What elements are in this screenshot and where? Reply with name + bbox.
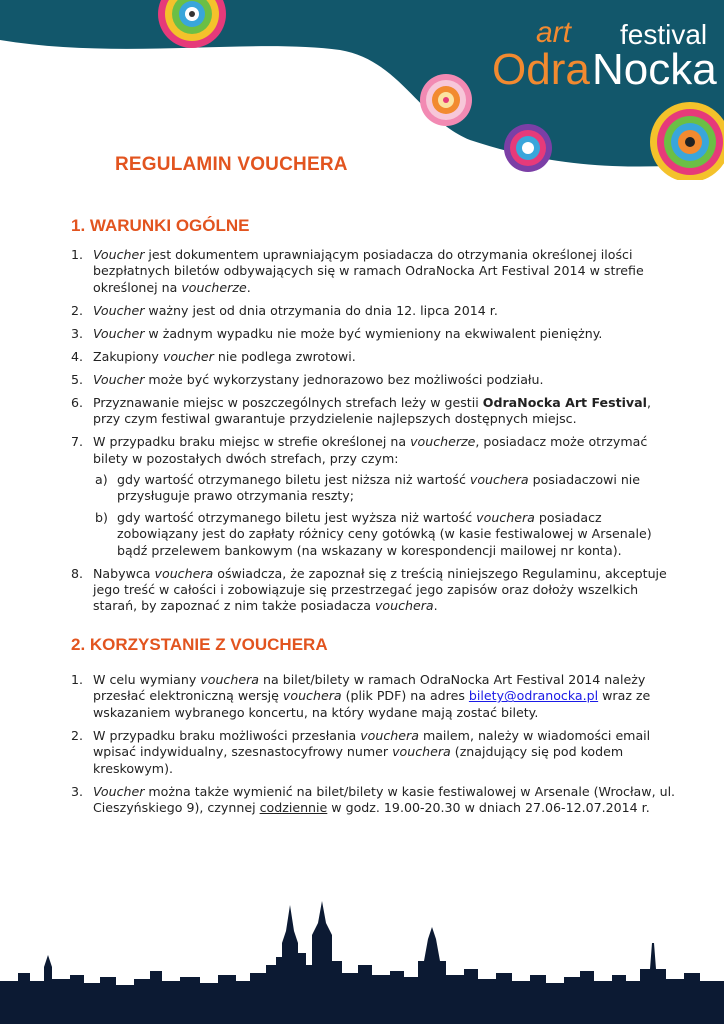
logo-word-nocka: Nocka <box>592 45 717 94</box>
item-number: 1. <box>71 672 84 687</box>
header-banner <box>0 0 724 180</box>
section-2-list <box>71 672 681 823</box>
section-2-title: 2. KORZYSTANIE Z VOUCHERA <box>71 635 328 654</box>
logo-word-festival: festival <box>620 19 708 50</box>
section-1-list <box>71 247 681 621</box>
skyline-silhouette <box>0 901 724 1024</box>
sub-list-item: b) gdy wartość otrzymanego biletu jest wyższa niż wartość vouchera posiadacz zobowiązany jest do zapłaty różnicy ceny gotówką (w kasie festiwalowej w Arsenale) bądź przelewem bankowym (na wskazany w korespondencji mailowej nr konta). <box>95 509 652 558</box>
item-number: 5. <box>71 371 84 387</box>
list-item: 1. Voucher jest dokumentem uprawniającym posiadacza do otrzymania określonej ilości bezpłatnych biletów odbywających się w ramach OdraNocka Art Festival 2014 w strefie określonej na voucherze. <box>71 247 644 295</box>
item-number: 2. <box>71 727 84 743</box>
list-item: 5. Voucher może być wykorzystany jednorazowo bez możliwości podziału. <box>71 371 544 387</box>
item-number: 7. <box>71 434 84 450</box>
logo-word-odra: Odra <box>492 45 590 94</box>
list-item: 8. Nabywca vouchera oświadcza, że zapoznał się z treścią niniejszego Regulaminu, akceptuje jego treść w całości i zobowiązuje się przestrzegać jego zapisów oraz dołoży wszelkich starań, by zapoznać z nim także posiadacza vouchera. <box>71 565 667 614</box>
list-item: 2. Voucher ważny jest od dnia otrzymania do dnia 12. lipca 2014 r. <box>71 302 498 318</box>
email-link[interactable]: bilety@odranocka.pl <box>468 688 599 704</box>
colorful-circle-icon <box>420 74 472 126</box>
colorful-circle-icon <box>504 124 552 172</box>
sub-list <box>95 472 681 559</box>
item-number: 2. <box>71 302 84 318</box>
item-number: 3. <box>71 783 84 799</box>
document-title: REGULAMIN VOUCHERA <box>115 154 348 175</box>
item-number: 8. <box>71 565 84 581</box>
list-item: 6. Przyznawanie miejsc w poszczególnych strefach leży w gestii OdraNocka Art Festival, przy czym festiwal gwarantuje przydzielenie najlepszych dostępnych miejsc. <box>71 394 651 427</box>
item-number: 3. <box>71 325 84 341</box>
list-item: 1. W celu wymiany vouchera na bilet/bilety w ramach OdraNocka Art Festival 2014 należy przesłać elektroniczną wersję vouchera (plik PDF) na adres bilety@odranocka.pl wraz ze wskazaniem wybranego koncertu, na który wydane mają zostać bilety. <box>71 672 651 720</box>
item-number: 6. <box>71 394 84 410</box>
list-item: 7. W przypadku braku miejsc w strefie określonej na voucherze, posiadacz może otrzymać bilety w pozostałych dwóch strefach, przy czym: a) gdy wartość otrzymanego biletu jest niższa niż wartość vouchera posiadaczowi nie przysługuje prawo otrzymania reszty; b) gdy wartość otrzymanego biletu jest wyższa niż wartość vouchera posiadacz zobowiązany jest do zapłaty różnicy ceny gotówką (w kasie festiwalowej w Arsenale) bądź przelewem bankowym (na wskazany w korespondencji mailowej nr konta). <box>71 434 681 559</box>
sub-item-letter: b) <box>95 509 108 525</box>
list-item: 4. Zakupiony voucher nie podlega zwrotowi. <box>71 348 356 364</box>
item-number: 4. <box>71 348 84 364</box>
item-number: 1. <box>71 247 84 262</box>
city-skyline <box>0 895 724 1024</box>
sub-item-letter: a) <box>95 472 108 488</box>
section-1-title: 1. WARUNKI OGÓLNE <box>71 216 250 235</box>
list-item: 2. W przypadku braku możliwości przesłania vouchera mailem, należy w wiadomości email wpisać indywidualny, szesnastocyfrowy numer vouchera (znajdujący się pod kodem kreskowym). <box>71 727 651 776</box>
logo-word-art: art <box>536 16 572 49</box>
list-item: 3. Voucher w żadnym wypadku nie może być wymieniony na ekwiwalent pieniężny. <box>71 325 603 341</box>
sub-list-item: a) gdy wartość otrzymanego biletu jest niższa niż wartość vouchera posiadaczowi nie przysługuje prawo otrzymania reszty; <box>95 472 641 504</box>
list-item: 3. Voucher można także wymienić na bilet/bilety w kasie festiwalowej w Arsenale (Wrocław, ul. Cieszyńskiego 9), czynnej codziennie w godz. 19.00-20.30 w dniach 27.06-12.07.2014 r. <box>71 783 676 816</box>
